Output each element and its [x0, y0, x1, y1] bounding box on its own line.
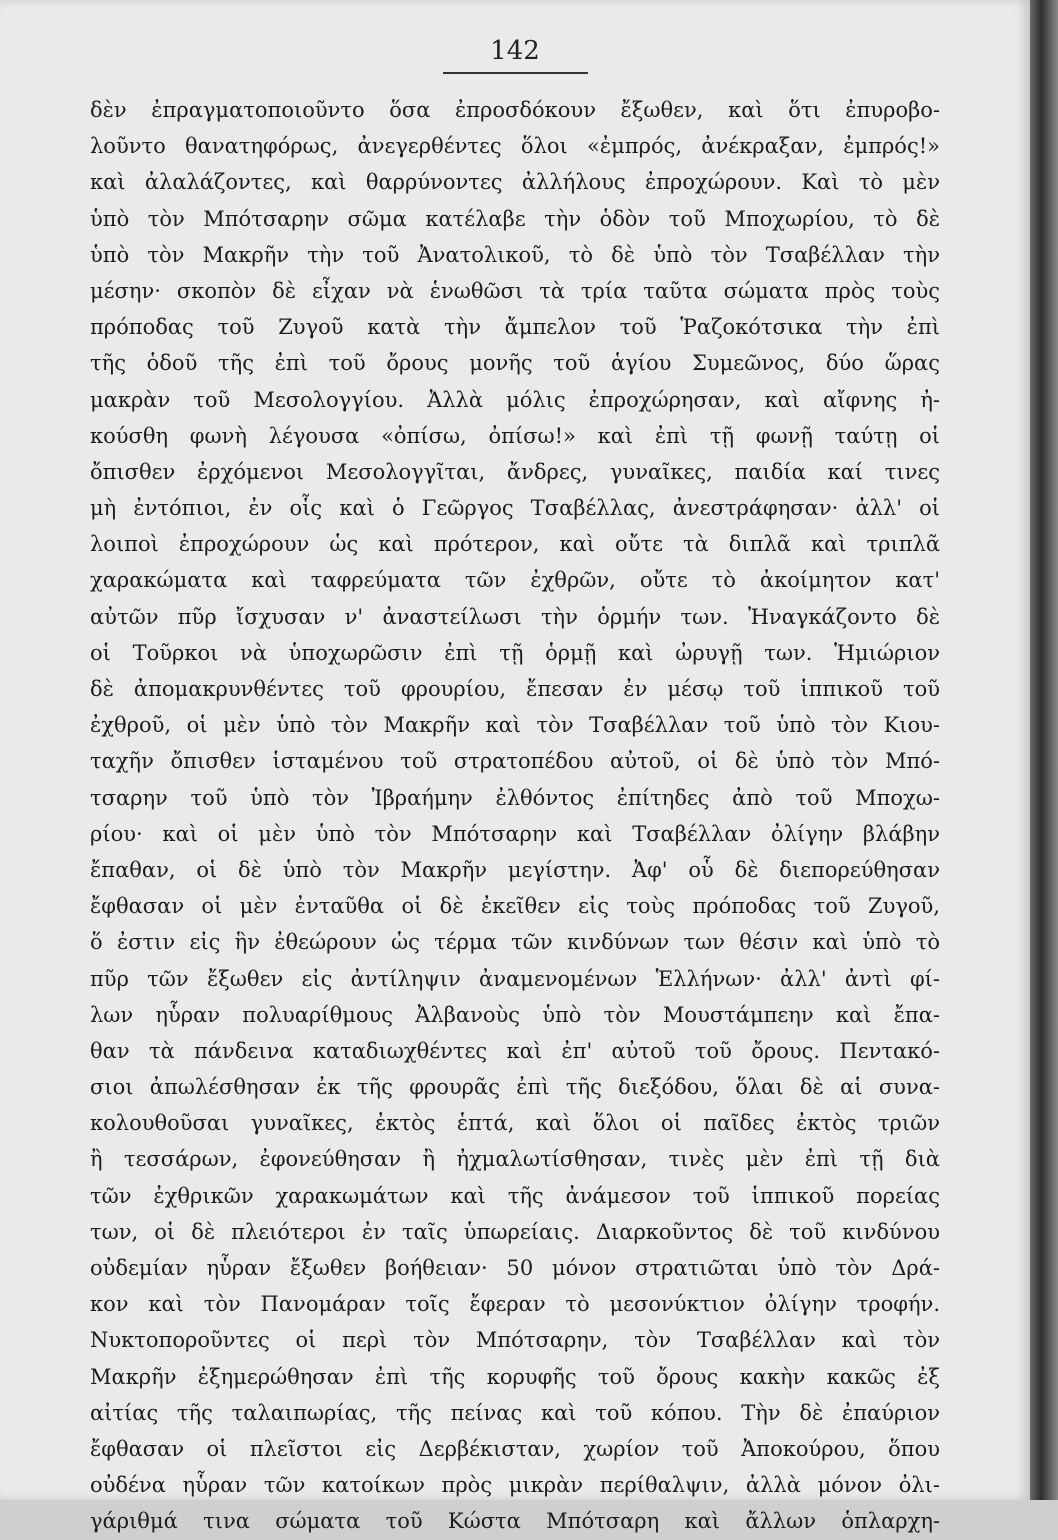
text-line: μὴ ἐντόπιοι, ἐν οἷς καὶ ὁ Γεῶργος Τσαβέλλας, ἀνεστράφησαν· ἀλλ' οἱ	[90, 496, 940, 521]
text-line: ρίου· καὶ οἱ μὲν ὑπὸ τὸν Μπότσαρην καὶ Τσαβέλλαν ὀλίγην βλάβην	[90, 821, 940, 846]
text-line: τῶν ἐχθρικῶν χαρακωμάτων καὶ τῆς ἀνάμεσον τοῦ ἱππικοῦ πορείας	[90, 1183, 940, 1208]
text-line: τῆς ὁδοῦ τῆς ἐπὶ τοῦ ὄρους μονῆς τοῦ ἁγίου Συμεῶνος, δύο ὥρας	[90, 351, 940, 376]
text-line: ἔπαθαν, οἱ δὲ ὑπὸ τὸν Μακρῆν μεγίστην. Ἀφ' οὗ δὲ διεπορεύθησαν	[90, 857, 940, 882]
page-edge-shadow	[1030, 0, 1058, 1500]
text-line: λων ηὗραν πολυαρίθμους Ἀλβανοὺς ὑπὸ τὸν Μουστάμπεην καὶ ἔπα-	[90, 1002, 940, 1027]
text-line: οὐδένα ηὗραν τῶν κατοίκων πρὸς μικρὰν περίθαλψιν, ἀλλὰ μόνον ὀλι-	[90, 1473, 940, 1498]
page-number: 142	[490, 36, 540, 66]
text-line: λοιποὶ ἐπροχώρουν ὡς καὶ πρότερον, καὶ οὔτε τὰ διπλᾶ καὶ τριπλᾶ	[90, 532, 940, 557]
text-line: πῦρ τῶν ἔξωθεν εἰς ἀντίληψιν ἀναμενομένων Ἑλλήνων· ἀλλ' ἀντὶ φί-	[90, 966, 940, 991]
text-line: γάριθμά τινα σώματα τοῦ Κώστα Μπότσαρη καὶ ἄλλων ὁπλαρχη-	[90, 1509, 940, 1534]
text-line: Μακρῆν ἐξημερώθησαν ἐπὶ τῆς κορυφῆς τοῦ ὄρους κακὴν κακῶς ἐξ	[90, 1364, 940, 1389]
text-line: τσαρην τοῦ ὑπὸ τὸν Ἰβραήμην ἐλθόντος ἐπίτηδες ἀπὸ τοῦ Μποχω-	[90, 785, 940, 810]
text-line: χαρακώματα καὶ ταφρεύματα τῶν ἐχθρῶν, οὔτε τὸ ἀκοίμητον κατ'	[90, 568, 940, 593]
text-line: ἔφθασαν οἱ μὲν ἐνταῦθα οἱ δὲ ἐκεῖθεν εἰς τοὺς πρόποδας τοῦ Ζυγοῦ,	[90, 894, 940, 919]
text-line: δὲ ἀπομακρυνθέντες τοῦ φρουρίου, ἔπεσαν ἐν μέσῳ τοῦ ἱππικοῦ τοῦ	[90, 677, 940, 701]
text-line: θαν τὰ πάνδεινα καταδιωχθέντες καὶ ἐπ' αὐτοῦ τοῦ ὄρους. Πεντακό-	[90, 1038, 940, 1063]
text-line: αἰτίας τῆς ταλαιπωρίας, τῆς πείνας καὶ τοῦ κόπου. Τὴν δὲ ἐπαύριον	[90, 1400, 940, 1425]
text-line: αὐτῶν πῦρ ἴσχυσαν ν' ἀναστείλωσι τὴν ὁρμήν των. Ἠναγκάζοντο δὲ	[90, 604, 940, 629]
text-line: ὑπὸ τὸν Μπότσαρην σῶμα κατέλαβε τὴν ὁδὸν τοῦ Μποχωρίου, τὸ δὲ	[90, 206, 940, 231]
text-line: οὐδεμίαν ηὗραν ἔξωθεν βοήθειαν· 50 μόνον στρατιῶται ὑπὸ τὸν Δρά-	[90, 1256, 940, 1280]
page-number-rule	[443, 72, 588, 74]
text-line: ἢ τεσσάρων, ἐφονεύθησαν ἢ ἠχμαλωτίσθησαν, τινὲς μὲν ἐπὶ τῇ διὰ	[90, 1147, 940, 1172]
text-line: καὶ ἀλαλάζοντες, καὶ θαρρύνοντες ἀλλήλους ἐπροχώρουν. Καὶ τὸ μὲν	[90, 170, 940, 195]
text-line: κούσθη φωνὴ λέγουσα «ὀπίσω, ὀπίσω!» καὶ ἐπὶ τῇ φωνῇ ταύτῃ οἱ	[90, 423, 940, 448]
text-line: οἱ Τοῦρκοι νὰ ὑποχωρῶσιν ἐπὶ τῇ ὁρμῇ καὶ ὠρυγῇ των. Ἡμιώριον	[90, 640, 940, 665]
text-line: ταχῆν ὄπισθεν ἱσταμένου τοῦ στρατοπέδου αὐτοῦ, οἱ δὲ ὑπὸ τὸν Μπό-	[90, 749, 940, 774]
text-line: ὅ ἐστιν εἰς ἣν ἐθεώρουν ὡς τέρμα τῶν κινδύνων των θέσιν καὶ ὑπὸ τὸ	[90, 930, 940, 955]
text-line: Νυκτοποροῦντες οἱ περὶ τὸν Μπότσαρην, τὸν Τσαβέλλαν καὶ τὸν	[90, 1328, 940, 1353]
text-line: ὄπισθεν ἐρχόμενοι Μεσολογγῖται, ἄνδρες, γυναῖκες, παιδία καί τινες	[90, 459, 940, 484]
text-line: μέσην· σκοπὸν δὲ εἶχαν νὰ ἑνωθῶσι τὰ τρία ταῦτα σώματα πρὸς τοὺς	[90, 278, 940, 303]
text-line: δὲν ἐπραγματοποιοῦντο ὅσα ἐπροσδόκουν ἔξωθεν, καὶ ὅτι ἐπυροβο-	[90, 98, 940, 122]
text-line: ἐχθροῦ, οἱ μὲν ὑπὸ τὸν Μακρῆν καὶ τὸν Τσαβέλλαν τοῦ ὑπὸ τὸν Κιου-	[90, 713, 940, 738]
text-line: σιοι ἀπωλέσθησαν ἐκ τῆς φρουρᾶς ἐπὶ τῆς διεξόδου, ὅλαι δὲ αἱ συνα-	[90, 1075, 940, 1100]
text-line: ἔφθασαν οἱ πλεῖστοι εἰς Δερβέκισταν, χωρίον τοῦ Ἀποκούρου, ὅπου	[90, 1436, 940, 1461]
text-line: ὑπὸ τὸν Μακρῆν τὴν τοῦ Ἀνατολικοῦ, τὸ δὲ ὑπὸ τὸν Τσαβέλλαν τὴν	[90, 242, 940, 267]
body-text	[90, 92, 940, 1540]
text-line: κον καὶ τὸν Πανομάραν τοῖς ἔφεραν τὸ μεσονύκτιον ὀλίγην τροφήν.	[90, 1292, 940, 1317]
text-line: κολουθοῦσαι γυναῖκες, ἐκτὸς ἑπτά, καὶ ὅλοι οἱ παῖδες ἐκτὸς τριῶν	[90, 1111, 940, 1136]
text-line: μακρὰν τοῦ Μεσολογγίου. Ἀλλὰ μόλις ἐπροχώρησαν, καὶ αἴφνης ἠ-	[90, 387, 940, 412]
text-line: πρόποδας τοῦ Ζυγοῦ κατὰ τὴν ἄμπελον τοῦ Ῥαζοκότσικα τὴν ἐπὶ	[90, 315, 940, 340]
text-line: των, οἱ δὲ πλειότεροι ἐν ταῖς ὑπωρείαις. Διαρκοῦντος δὲ τοῦ κινδύνου	[90, 1219, 940, 1244]
text-line: λοῦντο θανατηφόρως, ἀνεγερθέντες ὅλοι «ἐμπρός, ἀνέκραξαν, ἐμπρός!»	[90, 134, 940, 159]
